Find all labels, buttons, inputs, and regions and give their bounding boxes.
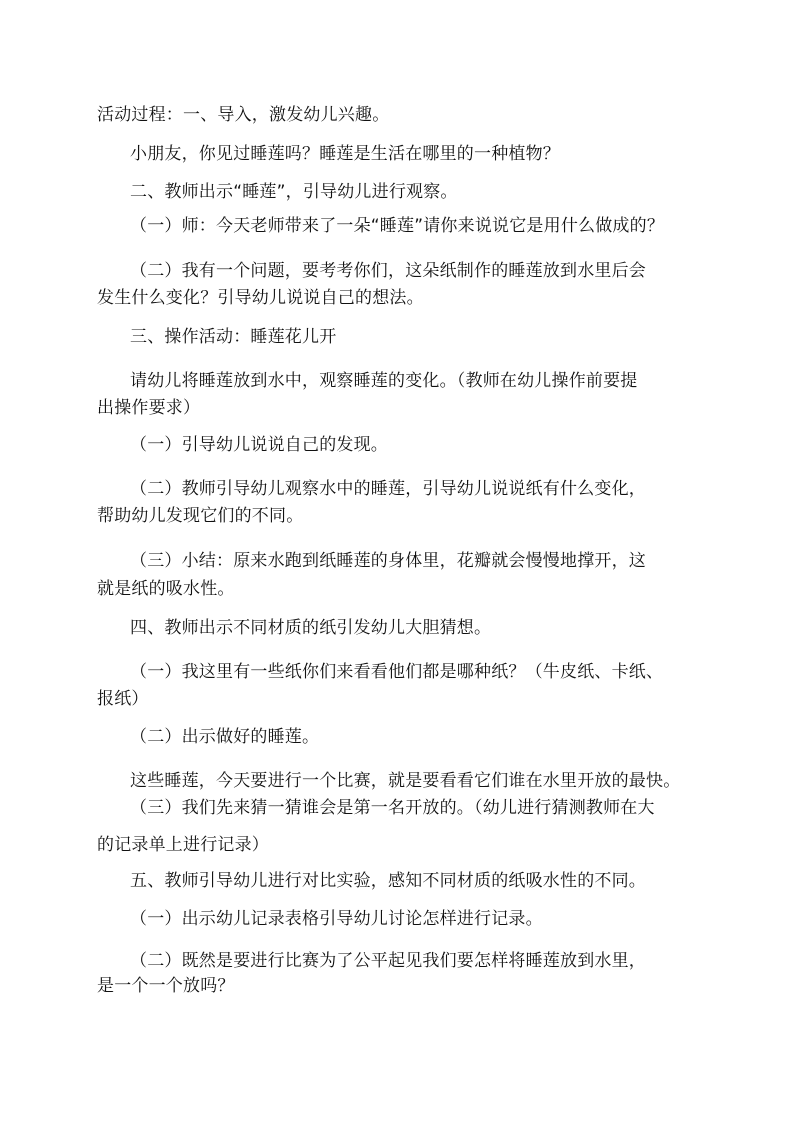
text-line: （三）我们先来猜一猜谁会是第一名开放的。（幼儿进行猜测教师在大 bbox=[130, 798, 655, 818]
text-line: 是一个一个放吗？ bbox=[97, 976, 235, 996]
text-line: （三）小结：原来水跑到纸睡莲的身体里，花瓣就会慢慢地撑开，这 bbox=[130, 551, 646, 571]
text-line: 请幼儿将睡莲放到水中，观察睡莲的变化。（教师在幼儿操作前要提 bbox=[130, 371, 638, 391]
text-line: （一）出示幼儿记录表格引导幼儿讨论怎样进行记录。 bbox=[130, 909, 543, 929]
text-line: （一）师：今天老师带来了一朵“睡莲”请你来说说它是用什么做成的？ bbox=[130, 216, 665, 236]
text-line: （二）出示做好的睡莲。 bbox=[130, 727, 320, 747]
text-line: 就是纸的吸水性。 bbox=[97, 579, 235, 599]
text-line: 四、教师出示不同材质的纸引发幼儿大胆猜想。 bbox=[130, 618, 492, 638]
text-line: 三、操作活动：睡莲花儿开 bbox=[130, 327, 337, 347]
text-line: （二）既然是要进行比赛为了公平起见我们要怎样将睡莲放到水里， bbox=[130, 951, 646, 971]
text-line: 二、教师出示“睡莲”，引导幼儿进行观察。 bbox=[130, 182, 458, 202]
text-line: 报纸） bbox=[97, 689, 149, 709]
text-line: （一）我这里有一些纸你们来看看他们都是哪种纸？（牛皮纸、卡纸、 bbox=[130, 662, 664, 682]
text-line: （一）引导幼儿说说自己的发现。 bbox=[130, 435, 388, 455]
text-line: 出操作要求） bbox=[97, 398, 201, 418]
text-line: 活动过程：一、导入，激发幼儿兴趣。 bbox=[97, 105, 390, 125]
text-line: 这些睡莲，今天要进行一个比赛，就是要看看它们谁在水里开放的最快。 bbox=[130, 771, 681, 791]
text-line: 的记录单上进行记录） bbox=[97, 835, 269, 855]
text-line: （二）教师引导幼儿观察水中的睡莲，引导幼儿说说纸有什么变化， bbox=[130, 479, 646, 499]
text-line: 发生什么变化？引导幼儿说说自己的想法。 bbox=[97, 288, 424, 308]
text-line: 帮助幼儿发现它们的不同。 bbox=[97, 506, 304, 526]
text-line: 小朋友，你见过睡莲吗？睡莲是生活在哪里的一种植物？ bbox=[130, 144, 560, 164]
text-line: 五、教师引导幼儿进行对比实验，感知不同材质的纸吸水性的不同。 bbox=[130, 871, 646, 891]
text-line: （二）我有一个问题，要考考你们，这朵纸制作的睡莲放到水里后会 bbox=[130, 261, 646, 281]
